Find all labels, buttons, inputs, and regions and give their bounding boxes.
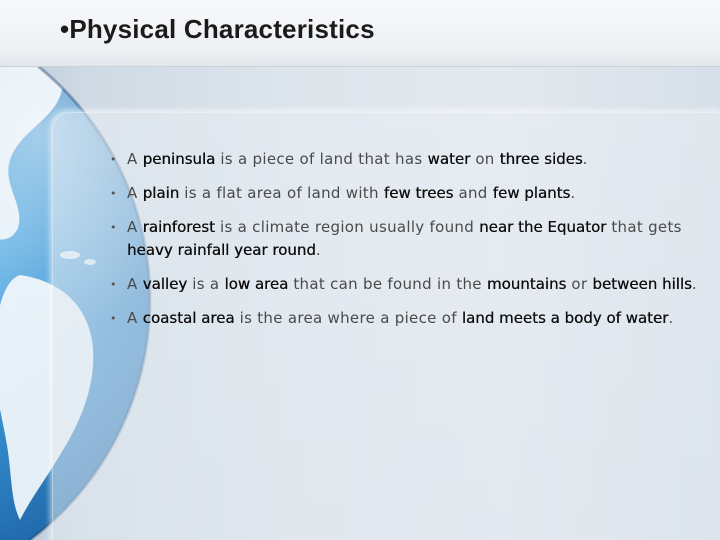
slide-title-text: Physical Characteristics bbox=[69, 14, 375, 44]
bullet-coastal-area bbox=[108, 307, 708, 330]
bullet-marker: • bbox=[110, 312, 117, 325]
bullet-text: . bbox=[691, 275, 697, 293]
bullet-text: is the area where a piece of bbox=[234, 309, 462, 327]
bullet-keyword: rainforest bbox=[142, 218, 215, 236]
bullet-text: and bbox=[453, 184, 493, 202]
bullet-marker: • bbox=[110, 153, 117, 166]
bullet-keyword: between hills bbox=[592, 275, 692, 293]
bullet-text: . bbox=[582, 150, 588, 168]
bullet-rainforest bbox=[108, 216, 708, 262]
bullet-keyword: three sides bbox=[499, 150, 583, 168]
bullet-text: that can be found in the bbox=[288, 275, 487, 293]
bullet-marker: • bbox=[110, 221, 117, 234]
bullet-text: A bbox=[127, 218, 143, 236]
bullet-keyword: plain bbox=[142, 184, 180, 202]
bullet-valley bbox=[108, 273, 708, 296]
bullet-text: is a piece of land that has bbox=[215, 150, 428, 168]
bullet-list bbox=[108, 148, 708, 341]
bullet-keyword: heavy rainfall year round bbox=[127, 241, 316, 259]
bullet-keyword: near the Equator bbox=[479, 218, 607, 236]
bullet-keyword: peninsula bbox=[142, 150, 216, 168]
bullet-keyword: land meets a body of water bbox=[461, 309, 669, 327]
bullet-text: that gets bbox=[606, 218, 682, 236]
bullet-keyword: few plants bbox=[492, 184, 571, 202]
bullet-keyword: mountains bbox=[486, 275, 567, 293]
bullet-peninsula bbox=[108, 148, 708, 171]
bullet-plain bbox=[108, 182, 708, 205]
bullet-keyword: few trees bbox=[383, 184, 454, 202]
bullet-text: or bbox=[566, 275, 593, 293]
bullet-marker: • bbox=[110, 278, 117, 291]
bullet-text: A bbox=[127, 275, 143, 293]
bullet-text: . bbox=[570, 184, 576, 202]
bullet-keyword: low area bbox=[224, 275, 289, 293]
title-bar bbox=[0, 0, 720, 67]
bullet-text: on bbox=[470, 150, 500, 168]
bullet-text: A bbox=[127, 309, 143, 327]
slide-title bbox=[60, 14, 375, 45]
bullet-text: . bbox=[315, 241, 321, 259]
title-bullet: • bbox=[60, 14, 70, 44]
bullet-marker: • bbox=[110, 187, 117, 200]
bullet-text: is a climate region usually found bbox=[214, 218, 480, 236]
bullet-text: A bbox=[127, 150, 143, 168]
bullet-text: A bbox=[127, 184, 143, 202]
bullet-keyword: water bbox=[427, 150, 471, 168]
bullet-text: is a bbox=[187, 275, 225, 293]
bullet-keyword: valley bbox=[142, 275, 188, 293]
bullet-keyword: coastal area bbox=[142, 309, 235, 327]
bullet-text: is a flat area of land with bbox=[179, 184, 384, 202]
bullet-text: . bbox=[668, 309, 674, 327]
